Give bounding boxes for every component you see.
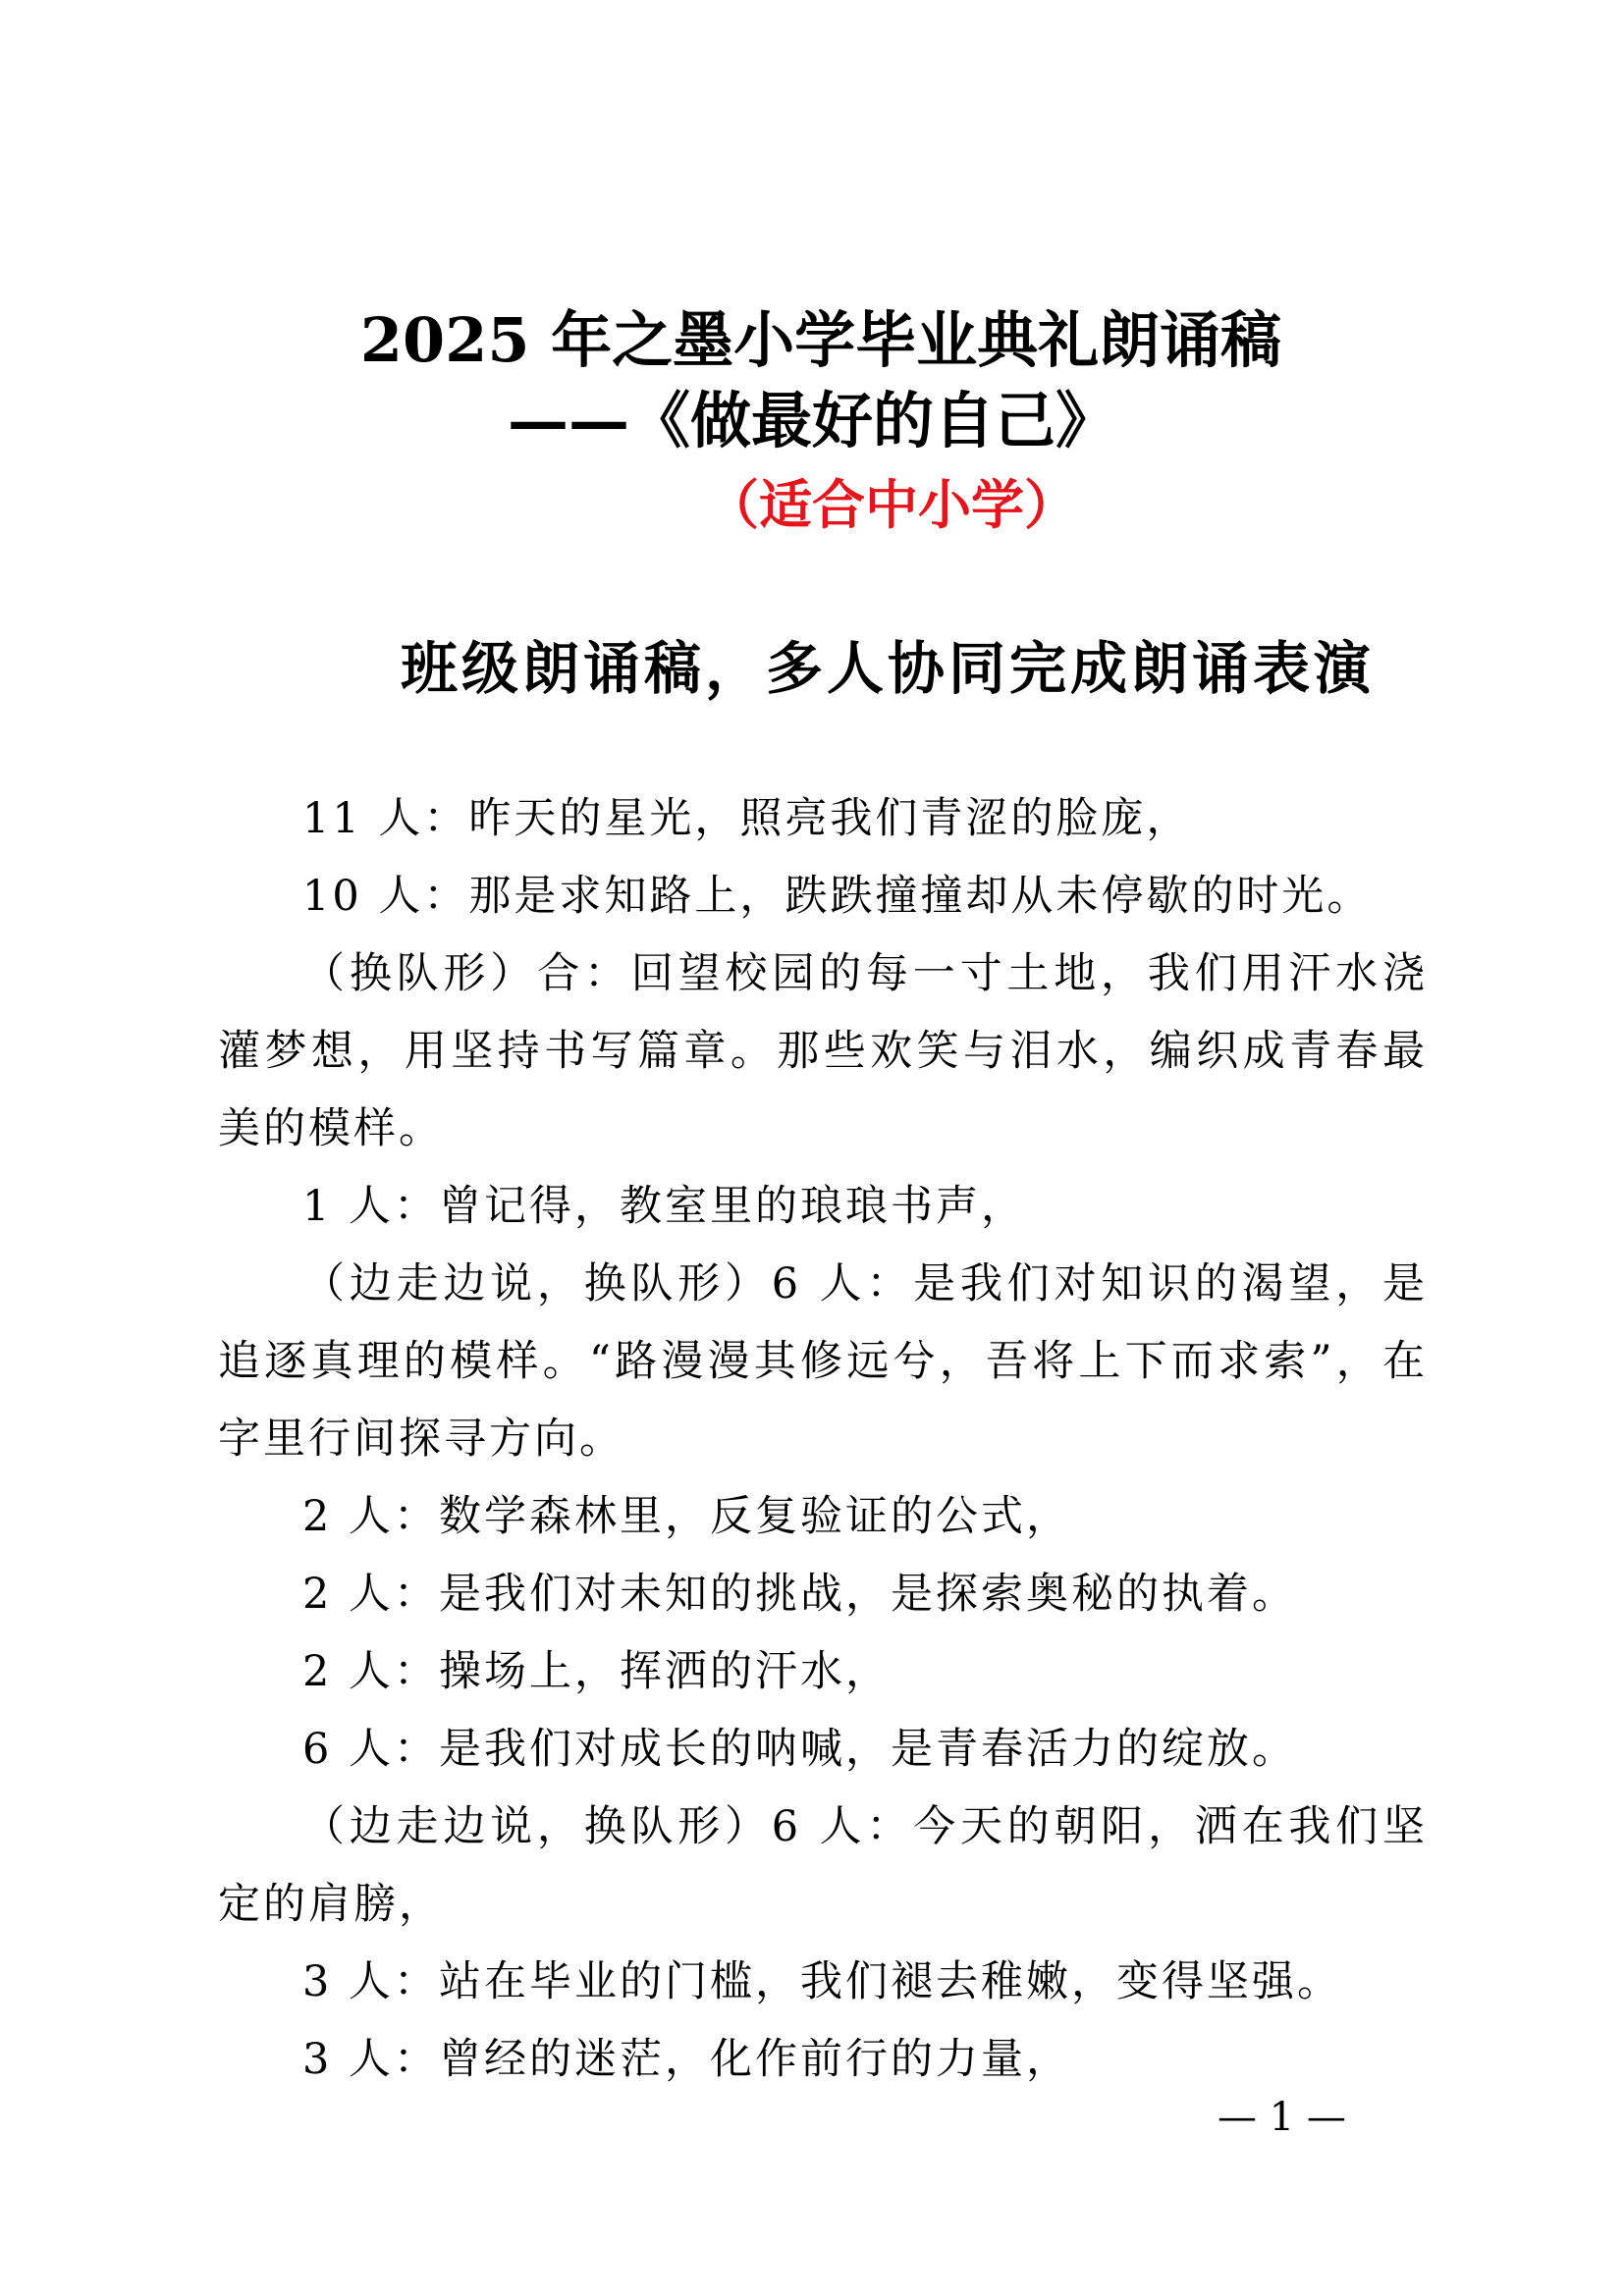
recitation-body — [218, 780, 1428, 2099]
document-title: 2025 年之墨小学毕业典礼朗诵稿 — [359, 304, 1282, 376]
paragraph: （边走边说，换队形）6 人：是我们对知识的渴望，是追逐真理的模样。“路漫漫其修远兮，吾将上下而求索”，在字里行间探寻方向。 — [218, 1259, 1428, 1464]
paragraph: 3 人：曾经的迷茫，化作前行的力量， — [302, 2035, 1072, 2084]
paragraph: 2 人：数学森林里，反复验证的公式， — [302, 1492, 1072, 1541]
page-number: — 1 — — [1218, 2095, 1346, 2140]
paragraph: 10 人：那是求知路上，跌跌撞撞却从未停歇的时光。 — [302, 872, 1373, 921]
paragraph: （边走边说，换队形）6 人：今天的朝阳，洒在我们坚定的肩膀， — [218, 1802, 1428, 1929]
audience-note: （适合中小学） — [706, 474, 1077, 536]
paragraph: （换队形）合：回望校园的每一寸土地，我们用汗水浇灌梦想，用坚持书写篇章。那些欢笑与泪水，编织成青春最美的模样。 — [218, 949, 1428, 1153]
paragraph: 2 人：操场上，挥洒的汗水， — [302, 1647, 892, 1696]
paragraph: 11 人：昨天的星光，照亮我们青涩的脸庞， — [302, 794, 1192, 843]
document-title-subtitle: ——《做最好的自己》 — [507, 385, 1116, 456]
paragraph: 3 人：站在毕业的门槛，我们褪去稚嫩，变得坚强。 — [302, 1957, 1343, 2006]
section-heading: 班级朗诵稿，多人协同完成朗诵表演 — [401, 635, 1376, 702]
paragraph: 2 人：是我们对未知的挑战，是探索奥秘的执着。 — [302, 1570, 1298, 1619]
paragraph: 1 人：曾记得，教室里的琅琅书声， — [302, 1182, 1027, 1231]
paragraph: 6 人：是我们对成长的呐喊，是青春活力的绽放。 — [302, 1725, 1298, 1774]
